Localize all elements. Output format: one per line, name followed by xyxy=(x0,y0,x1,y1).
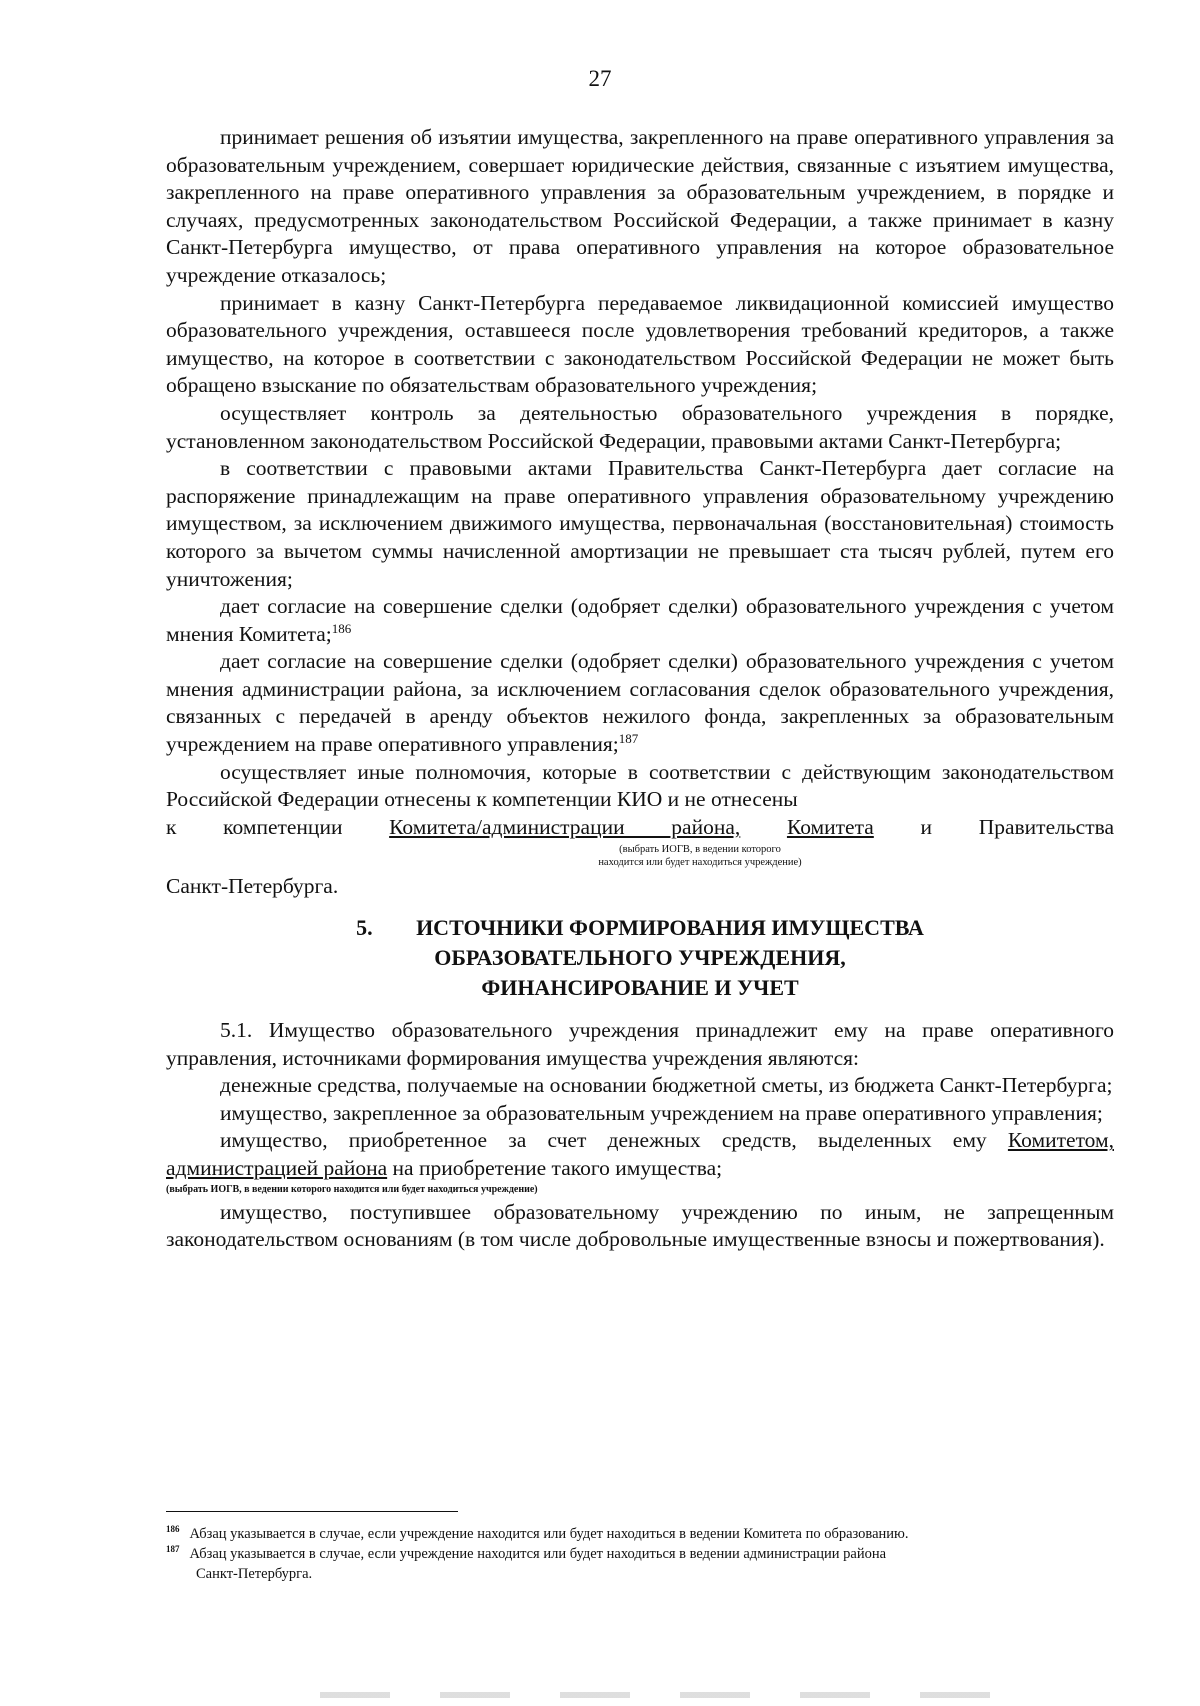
footnote-number: 186 xyxy=(166,1524,180,1535)
footnote-186 xyxy=(166,1524,1114,1544)
org-selection-hint-2: (выбрать ИОГВ, в ведении которого находится или будет находиться учреждение) xyxy=(166,1183,538,1195)
word-government: Правительства xyxy=(978,814,1115,839)
paragraph-assigned-property: имущество, закрепленное за образовательным учреждением на праве оперативного управления; xyxy=(220,1100,1103,1125)
footnote-ref-186[interactable]: 186 xyxy=(331,620,352,636)
org-choice-committee-district-2: Комитетом, администрацией района xyxy=(166,1128,1114,1180)
paragraph-control: осуществляет контроль за деятельностью образовательного учреждения в порядке, установленном законодательством Российской Федерации, правовыми актами Санкт-Петербурга; xyxy=(166,400,1114,453)
document-body xyxy=(166,124,1114,1254)
paragraph-other-property: имущество, поступившее образовательному учреждению по иным, не запрещенным законодательством основаниям (в том числе добровольные имущественные взносы и пожертвования). xyxy=(166,1199,1114,1252)
footnote-number: 187 xyxy=(166,1544,180,1555)
section-title-3: ФИНАНСИРОВАНИЕ И УЧЕТ xyxy=(481,975,799,1001)
section-heading xyxy=(166,913,1114,1003)
org-choice-committee-district: Комитета/администрации района, xyxy=(389,814,741,839)
section-title-1: ИСТОЧНИКИ ФОРМИРОВАНИЯ ИМУЩЕСТВА xyxy=(416,915,924,941)
paragraph-disposal-consent: в соответствии с правовыми актами Правительства Санкт-Петербурга дает согласие на распоряжение принадлежащим на праве оперативного управления образовательному учреждению имуществом, за исключением движимого имущества, первоначальная (восстановительная) стоимость которого за вычетом суммы начисленной амортизации не превышает ста тысяч рублей, путем его уничтожения; xyxy=(166,456,1114,591)
footnote-text: Абзац указывается в случае, если учреждение находится или будет находиться в ведении Комитета по образованию. xyxy=(189,1526,909,1542)
paragraph-text-end: на приобретение такого имущества; xyxy=(392,1156,723,1180)
paragraph-withdrawal: принимает решения об изъятии имущества, закрепленного на праве оперативного управления за образовательным учреждением, совершает юридические действия, связанные с изъятием имущества, закрепленного на праве оперативного управления за образовательным учреждением, в порядке и случаях, предусмотренных законодательством Российской Федерации, а также принимает в казну Санкт-Петербурга имущество, от права оперативного управления на которое образовательное учреждение отказалось; xyxy=(166,125,1114,287)
footnote-separator xyxy=(166,1511,458,1512)
org-hint-line-1: (выбрать ИОГВ, в ведении которого xyxy=(619,844,781,856)
section-title-2: ОБРАЗОВАТЕЛЬНОГО УЧРЕЖДЕНИЯ, xyxy=(434,945,846,971)
org-choice-committee: Комитета xyxy=(786,814,874,839)
footnotes xyxy=(166,1524,1114,1584)
footnote-ref-187[interactable]: 187 xyxy=(618,730,639,746)
competence-line xyxy=(166,814,1114,842)
paragraph-text: дает согласие на совершение сделки (одобряет сделки) образовательного учреждения с учетом мнения администрации района, за исключением согласования сделок образовательного учреждения, связанных с передачей в аренду объектов нежилого фонда, закрепленных за образовательным учреждением на праве оперативного управления; xyxy=(166,649,1114,757)
word-k: к xyxy=(166,814,177,839)
paragraph-5-1: 5.1. Имущество образовательного учреждения принадлежит ему на праве оперативного управления, источниками формирования имущества учреждения являются: xyxy=(166,1018,1114,1070)
footnote-187 xyxy=(166,1544,1114,1564)
paragraph-deal-consent-district xyxy=(166,648,1114,758)
section-heading-line-1 xyxy=(166,913,1114,943)
scan-artifacts xyxy=(320,1692,1020,1698)
paragraph-text: дает согласие на совершение сделки (одобряет сделки) образовательного учреждения с учетом мнения Комитета; xyxy=(166,594,1114,646)
org-hint-line-2: находится или будет находиться учреждение) xyxy=(598,857,802,869)
paragraph-budget-funds: денежные средства, получаемые на основании бюджетной сметы, из бюджета Санкт-Петербурга; xyxy=(220,1073,1113,1098)
org-selection-hint xyxy=(166,843,1114,869)
paragraph-acquired-property xyxy=(166,1127,1114,1182)
paragraph-deal-consent-committee xyxy=(166,593,1114,648)
word-and: и xyxy=(920,814,933,839)
paragraph-other-powers: осуществляет иные полномочия, которые в соответствии с действующим законодательством Российской Федерации отнесены к компетенции КИО и не отнесены xyxy=(166,759,1114,812)
word-competence: компетенции xyxy=(223,814,343,839)
page-number: 27 xyxy=(588,66,612,91)
section-number: 5. xyxy=(356,915,373,941)
paragraph-liquidation: принимает в казну Санкт-Петербурга передаваемое ликвидационной комиссией имущество образовательного учреждения, оставшееся после удовлетворения требований кредиторов, а также имущество, на которое в соответствии с законодательством Российской Федерации не может быть обращено взыскание по обязательствам образовательного учреждения; xyxy=(166,290,1114,398)
footnote-187-continued: Санкт-Петербурга. xyxy=(196,1566,313,1582)
paragraph-end-spb: Санкт-Петербурга. xyxy=(166,874,339,899)
paragraph-text: имущество, приобретенное за счет денежных средств, выделенных ему xyxy=(220,1128,987,1153)
footnote-text: Абзац указывается в случае, если учреждение находится или будет находиться в ведении администрации района xyxy=(189,1546,887,1562)
